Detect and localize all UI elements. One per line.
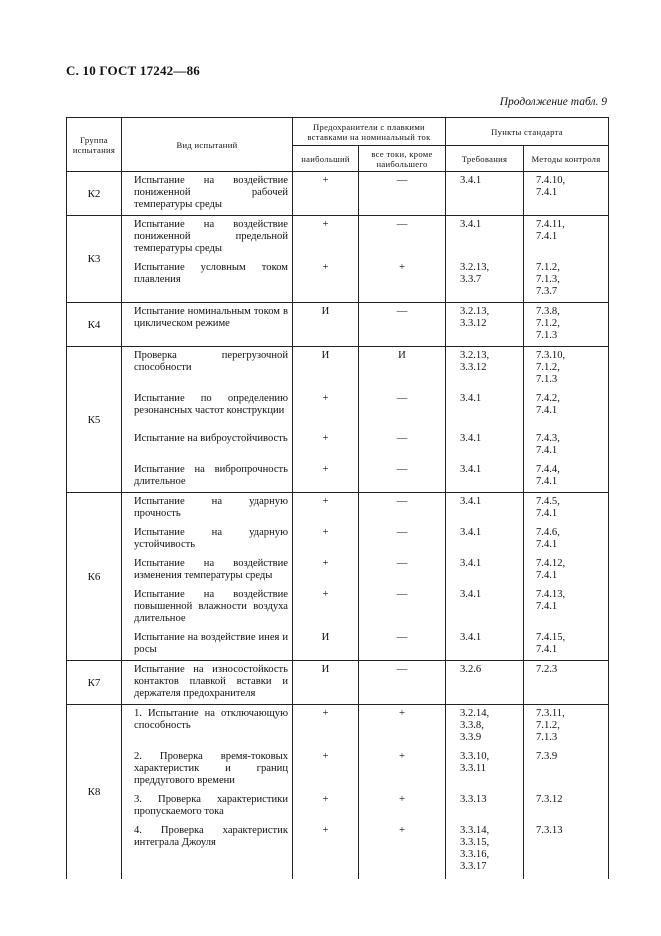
all-currents-mark: И [359, 347, 446, 391]
methods-clause: 7.4.13, 7.4.1 [524, 586, 609, 629]
test-name: Испытание на воздействие пониженной рабочей температуры среды [122, 172, 293, 216]
test-name: Испытание по определению резонансных частот конструкции [122, 390, 293, 430]
col-test-header: Вид испытаний [122, 118, 293, 172]
col-requirements-header: Требования [446, 146, 524, 172]
table-continuation-label: Продолжение табл. 9 [499, 96, 607, 108]
test-table [66, 117, 609, 879]
table-row [67, 347, 609, 391]
group-name: К3 [67, 216, 122, 303]
largest-current-mark: + [293, 791, 359, 822]
largest-current-mark: + [293, 493, 359, 525]
requirements-clause: 3.4.1 [446, 216, 524, 260]
methods-clause: 7.4.10, 7.4.1 [524, 172, 609, 216]
page-header: С. 10 ГОСТ 17242—86 [66, 63, 200, 78]
table-row [67, 705, 609, 749]
methods-clause: 7.3.10, 7.1.2, 7.1.3 [524, 347, 609, 391]
requirements-clause: 3.4.1 [446, 461, 524, 493]
table-row [67, 259, 609, 303]
requirements-clause: 3.4.1 [446, 172, 524, 216]
methods-clause: 7.4.5, 7.4.1 [524, 493, 609, 525]
requirements-clause: 3.4.1 [446, 586, 524, 629]
test-name: Проверка перегрузочной способности [122, 347, 293, 391]
methods-clause: 7.4.4, 7.4.1 [524, 461, 609, 493]
table-row [67, 390, 609, 430]
largest-current-mark: + [293, 216, 359, 260]
all-currents-mark: + [359, 822, 446, 879]
table-row [67, 216, 609, 260]
test-name: Испытание на воздействие изменения температуры среды [122, 555, 293, 586]
test-name: Испытание на ударную прочность [122, 493, 293, 525]
table-row [67, 303, 609, 347]
methods-clause: 7.4.6, 7.4.1 [524, 524, 609, 555]
largest-current-mark: + [293, 172, 359, 216]
methods-clause: 7.3.13 [524, 822, 609, 879]
requirements-clause: 3.2.14, 3.3.8, 3.3.9 [446, 705, 524, 749]
requirements-clause: 3.4.1 [446, 524, 524, 555]
requirements-clause: 3.2.6 [446, 661, 524, 705]
requirements-clause: 3.4.1 [446, 629, 524, 661]
requirements-clause: 3.2.13, 3.3.12 [446, 303, 524, 347]
all-currents-mark: — [359, 493, 446, 525]
largest-current-mark: + [293, 705, 359, 749]
largest-current-mark: + [293, 259, 359, 303]
table-row [67, 172, 609, 216]
all-currents-mark: — [359, 430, 446, 461]
largest-current-mark: И [293, 347, 359, 391]
largest-current-mark: + [293, 822, 359, 879]
table-row [67, 791, 609, 822]
methods-clause: 7.4.2, 7.4.1 [524, 390, 609, 430]
test-name: Испытание на вибропрочность длительное [122, 461, 293, 493]
test-name: Испытание на ударную устойчивость [122, 524, 293, 555]
requirements-clause: 3.4.1 [446, 430, 524, 461]
col-group-header: Группа испытания [67, 118, 122, 172]
all-currents-mark: — [359, 586, 446, 629]
requirements-clause: 3.3.13 [446, 791, 524, 822]
table-row [67, 748, 609, 791]
largest-current-mark: + [293, 524, 359, 555]
largest-current-mark: + [293, 555, 359, 586]
test-name: 1. Испытание на отключающую способность [122, 705, 293, 749]
requirements-clause: 3.4.1 [446, 555, 524, 586]
test-name: Испытание номинальным током в циклическом режиме [122, 303, 293, 347]
methods-clause: 7.4.3, 7.4.1 [524, 430, 609, 461]
largest-current-mark: + [293, 390, 359, 430]
all-currents-mark: — [359, 172, 446, 216]
requirements-clause: 3.3.10, 3.3.11 [446, 748, 524, 791]
all-currents-mark: + [359, 259, 446, 303]
all-currents-mark: + [359, 791, 446, 822]
all-currents-mark: + [359, 705, 446, 749]
test-name: 2. Проверка время-токовых характеристик и границ преддугового времени [122, 748, 293, 791]
all-currents-mark: — [359, 629, 446, 661]
col-all-currents-header: все токи, кроме наибольшего [359, 146, 446, 172]
group-name: К7 [67, 661, 122, 705]
group-name: К6 [67, 493, 122, 661]
all-currents-mark: — [359, 661, 446, 705]
group-name: К4 [67, 303, 122, 347]
test-name: Испытание на воздействие повышенной влажности воздуха длительное [122, 586, 293, 629]
methods-clause: 7.3.12 [524, 791, 609, 822]
test-name: Испытание на износостойкость контактов плавкой вставки и держателя предохранителя [122, 661, 293, 705]
methods-clause: 7.4.12, 7.4.1 [524, 555, 609, 586]
largest-current-mark: + [293, 461, 359, 493]
requirements-clause: 3.3.14, 3.3.15, 3.3.16, 3.3.17 [446, 822, 524, 879]
requirements-clause: 3.4.1 [446, 493, 524, 525]
all-currents-mark: + [359, 748, 446, 791]
table-row [67, 524, 609, 555]
table-row [67, 461, 609, 493]
table-row [67, 555, 609, 586]
largest-current-mark: И [293, 661, 359, 705]
requirements-clause: 3.2.13, 3.3.7 [446, 259, 524, 303]
table-row [67, 661, 609, 705]
largest-current-mark: И [293, 629, 359, 661]
methods-clause: 7.4.15, 7.4.1 [524, 629, 609, 661]
col-methods-header: Методы контроля [524, 146, 609, 172]
requirements-clause: 3.4.1 [446, 390, 524, 430]
test-name: Испытание на воздействие инея и росы [122, 629, 293, 661]
group-name: К8 [67, 705, 122, 880]
test-name: 3. Проверка характеристики пропускаемого тока [122, 791, 293, 822]
largest-current-mark: + [293, 430, 359, 461]
methods-clause: 7.3.8, 7.1.2, 7.1.3 [524, 303, 609, 347]
largest-current-mark: + [293, 586, 359, 629]
methods-clause: 7.2.3 [524, 661, 609, 705]
all-currents-mark: — [359, 461, 446, 493]
all-currents-mark: — [359, 390, 446, 430]
table-row [67, 586, 609, 629]
table-row [67, 822, 609, 879]
requirements-clause: 3.2.13, 3.3.12 [446, 347, 524, 391]
col-clauses-header: Пункты стандарта [446, 118, 609, 146]
all-currents-mark: — [359, 524, 446, 555]
all-currents-mark: — [359, 303, 446, 347]
group-name: К5 [67, 347, 122, 493]
group-name: К2 [67, 172, 122, 216]
table-row [67, 430, 609, 461]
test-name: 4. Проверка характеристик интеграла Джоуля [122, 822, 293, 879]
largest-current-mark: + [293, 748, 359, 791]
test-name: Испытание на виброустойчивость [122, 430, 293, 461]
largest-current-mark: И [293, 303, 359, 347]
methods-clause: 7.4.11, 7.4.1 [524, 216, 609, 260]
test-name: Испытание условным током плавления [122, 259, 293, 303]
test-name: Испытание на воздействие пониженной предельной температуры среды [122, 216, 293, 260]
col-fuses-header: Предохранители с плавкими вставками на номинальный ток [293, 118, 446, 146]
col-largest-header: наибольший [293, 146, 359, 172]
methods-clause: 7.1.2, 7.1.3, 7.3.7 [524, 259, 609, 303]
methods-clause: 7.3.11, 7.1.2, 7.1.3 [524, 705, 609, 749]
table-row [67, 629, 609, 661]
methods-clause: 7.3.9 [524, 748, 609, 791]
table-row [67, 493, 609, 525]
all-currents-mark: — [359, 216, 446, 260]
all-currents-mark: — [359, 555, 446, 586]
